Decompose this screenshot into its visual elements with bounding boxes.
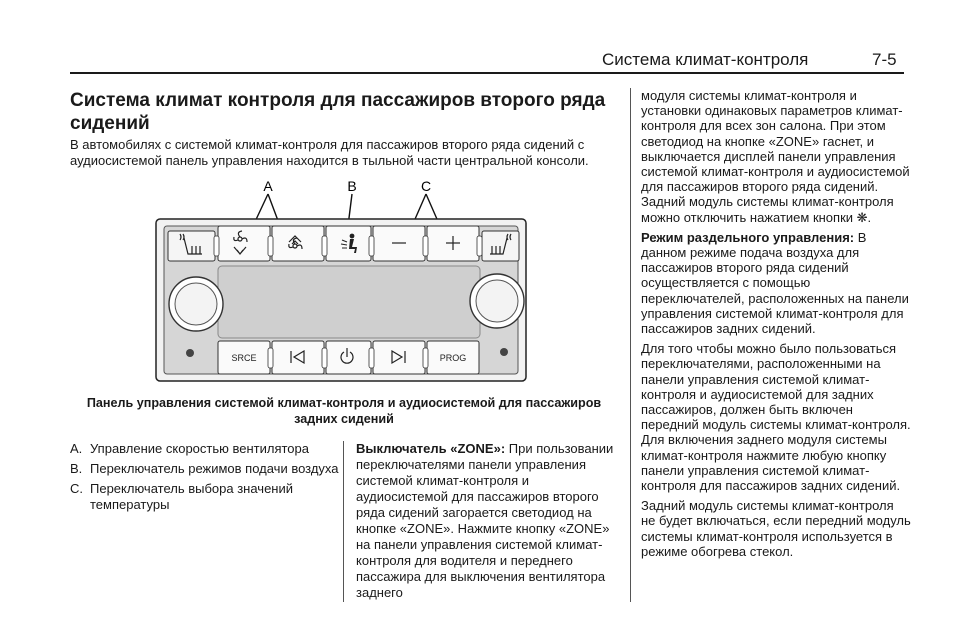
section-title: Система климат контроля для пассажиров второго ряда сидений — [70, 90, 606, 134]
split-mode-text: В данном режиме подача воздуха для пассажиров второго ряда сидений осуществляется с помощью переключателей, расположенных на панели управления системой климат-контроля для пассажиров задних сидений. — [641, 229, 909, 337]
callout-c: C — [420, 178, 432, 194]
bottom-button-row — [218, 341, 479, 374]
legend-text: Переключатель режимов подачи воздуха — [90, 461, 339, 476]
page-number: 7-5 — [872, 50, 897, 69]
col3-paragraph-4: Задний модуль системы климат-контроля не будет включаться, если передний модуль системы климат-контроля используется в режиме обогрева стекол. — [641, 498, 911, 559]
seek-forward-button[interactable] — [373, 341, 425, 374]
legend-text: Управление скоростью вентилятора — [90, 441, 310, 456]
callout-a: A — [263, 178, 273, 194]
top-button-row — [168, 226, 519, 261]
callout-b: B — [347, 178, 357, 194]
col3-p1-text: модуля системы климат-контроля и установки одинаковых параметров климат-контроля для всех зон салона. При этом светодиод на кнопке «ZONE» гаснет, и выключается дисплей панели управления системой климат-контроля и аудиосистемой для пассажиров второго ряда сидений. Задний модуль системы климат-контроля можно отключить нажатием кнопки — [641, 88, 910, 225]
legend-item-b — [70, 461, 342, 477]
right-knob[interactable] — [470, 274, 524, 328]
legend-list — [70, 441, 342, 517]
left-knob[interactable] — [169, 277, 223, 331]
running-header-title: Система климат-контроля — [602, 50, 809, 69]
zone-switch-text: При пользовании переключателями панели управления системой климат-контроля и аудиосистемой для пассажиров второго ряда сидений загорается светодиод на кнопке «ZONE». Нажмите кнопку «ZONE» на панели управления системой климат-контроля для водителя и переднего пассажира для выключения вентилятора заднего — [356, 441, 614, 600]
col3-paragraph-2 — [641, 230, 911, 336]
zone-switch-label: Выключатель «ZONE»: — [356, 441, 506, 456]
intro-paragraph: В автомобилях с системой климат-контроля для пассажиров второго ряда сидений с аудиосистемой панель управления находится в тыльной части центральной консоли. — [70, 137, 589, 168]
fan-down-button[interactable] — [218, 226, 270, 261]
right-indicator-dot — [500, 348, 508, 356]
figure-caption: Панель управления системой климат-контроля и аудиосистемой для пассажиров задних сидений — [86, 396, 602, 426]
seek-back-button[interactable] — [272, 341, 324, 374]
header-rule — [70, 72, 904, 74]
col3-paragraph-3: Для того чтобы можно было пользоваться переключателями, расположенными на панели управления системой климат-контроля и аудиосистемой для задних пассажиров, должен быть включен передний модуль системы климат-контроля. Для включения заднего модуля системы климат-контроля нажмите любую кнопку панели управления системой климат-контроля для пассажиров задних сидений. — [641, 341, 911, 494]
right-column — [641, 88, 911, 564]
left-indicator-dot — [186, 349, 194, 357]
mode-button[interactable] — [326, 226, 371, 261]
legend-letter: C. — [70, 481, 83, 496]
column-divider-1 — [343, 441, 344, 602]
power-button[interactable] — [326, 341, 371, 374]
legend-letter: A. — [70, 441, 83, 456]
fan-off-icon: ❋. — [856, 209, 872, 225]
srce-label: SRCE — [231, 353, 257, 363]
column-divider-2 — [630, 88, 631, 602]
control-panel-diagram — [150, 176, 530, 390]
display-window — [218, 266, 480, 338]
legend-text: Переключатель выбора значений температуры — [90, 481, 293, 512]
split-mode-label: Режим раздельного управления: — [641, 229, 855, 245]
legend-letter: B. — [70, 461, 83, 476]
legend-item-c — [70, 481, 342, 513]
zone-switch-paragraph — [356, 441, 620, 601]
prog-label: PROG — [439, 353, 467, 363]
legend-item-a — [70, 441, 342, 457]
col3-paragraph-1 — [641, 88, 911, 225]
